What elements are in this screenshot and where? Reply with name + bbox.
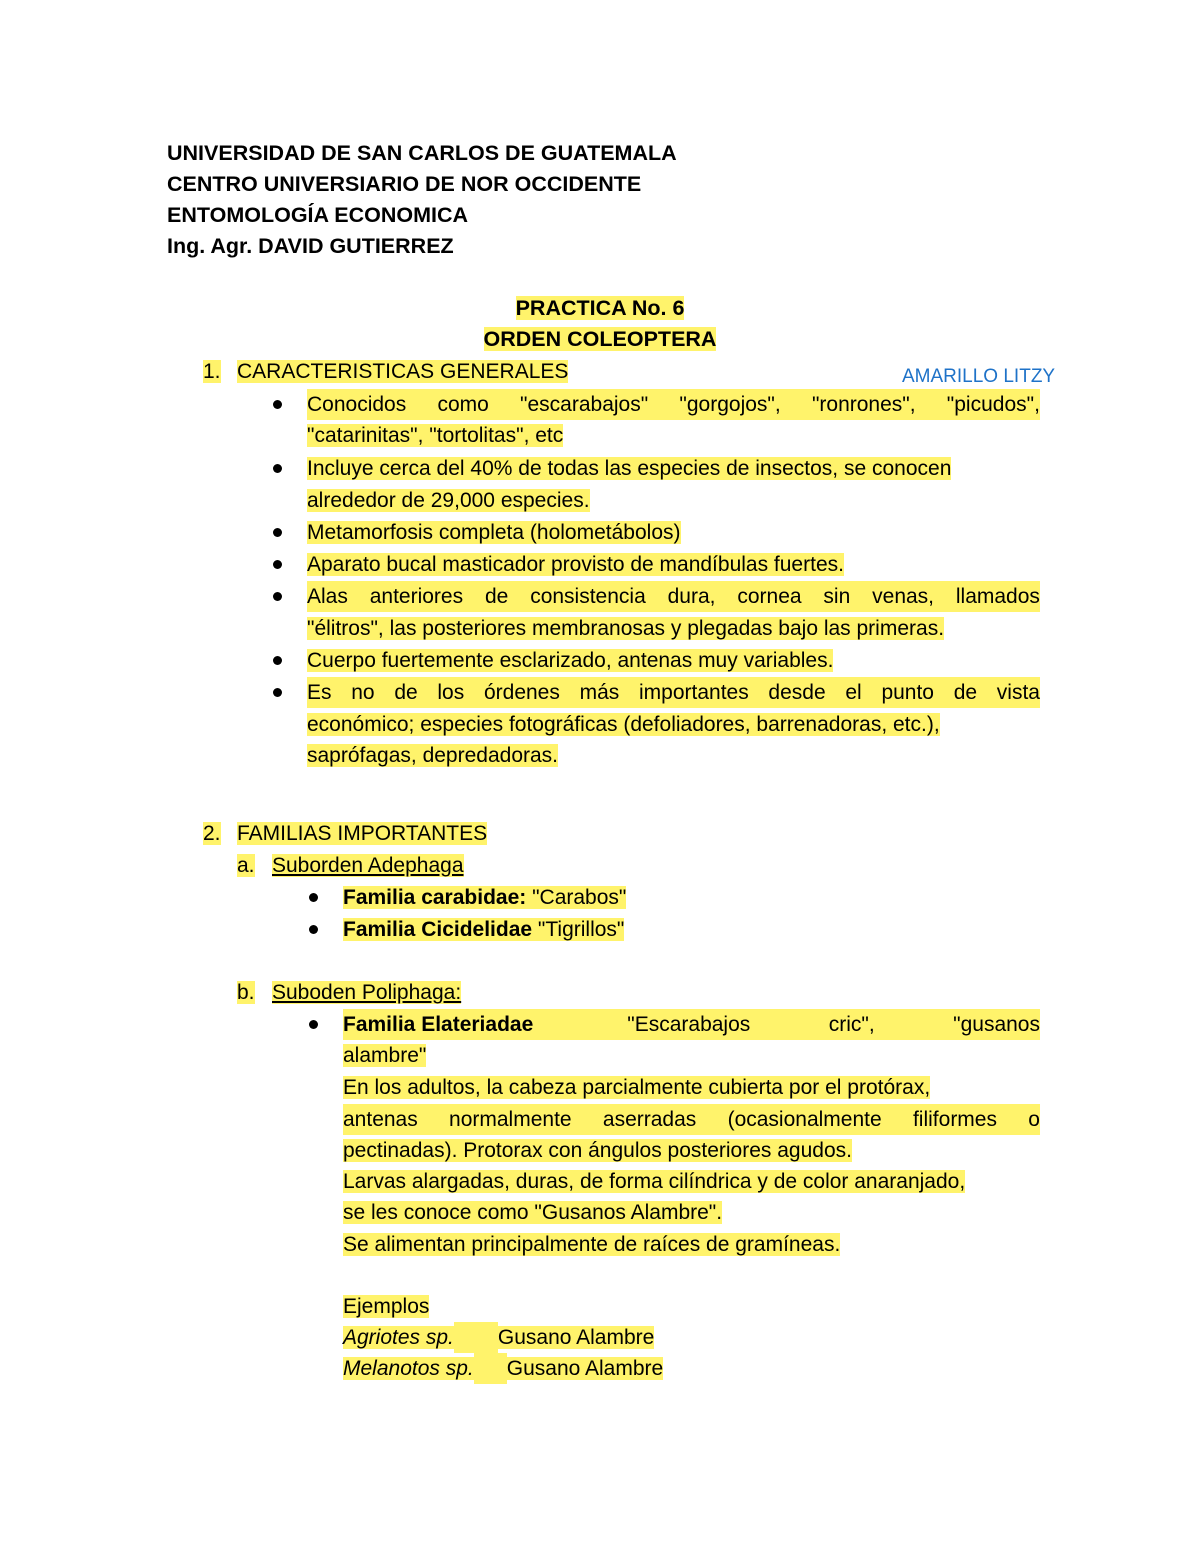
bullet-icon	[273, 656, 282, 665]
section1-number: 1.	[203, 360, 221, 383]
word: Conocidos	[307, 393, 407, 416]
section1-heading: CARACTERISTICAS GENERALES	[237, 360, 569, 383]
section2-heading: FAMILIAS IMPORTANTES	[237, 822, 488, 845]
bullet-icon	[273, 400, 282, 409]
center-name: CENTRO UNIVERSIARIO DE NOR OCCIDENTE	[167, 172, 642, 196]
s1-bullet2-line1: Incluye cerca del 40% de todas las especies de insectos, se conocen	[307, 457, 952, 480]
word: el	[845, 681, 862, 704]
bullet-icon	[273, 688, 282, 697]
word: "picudos",	[946, 393, 1040, 416]
word: "Escarabajos	[627, 1013, 751, 1036]
word: llamados	[955, 585, 1040, 608]
s1-bullet2-line2: alrededor de 29,000 especies.	[307, 489, 590, 512]
suborder-b-heading: Suboden Poliphaga:	[272, 981, 462, 1004]
example-melanotos: Melanotos sp. Gusano Alambre	[343, 1353, 663, 1384]
s1-bullet5-line1	[307, 581, 1040, 612]
word: "ronrones",	[811, 393, 916, 416]
family-carabidae: Familia carabidae: "Carabos"	[343, 886, 627, 909]
word: de	[484, 585, 509, 608]
suborder-b-letter: b.	[237, 981, 255, 1004]
university-name: UNIVERSIDAD DE SAN CARLOS DE GUATEMALA	[167, 141, 677, 165]
s1-bullet4: Aparato bucal masticador provisto de mandíbulas fuertes.	[307, 553, 844, 576]
elateriadae-larvae-line2: se les conoce como "Gusanos Alambre".	[343, 1201, 723, 1224]
family-elateriadae-line1: Familia Elateriadae "Escarabajos cric", "gusanos	[343, 1009, 1040, 1040]
s1-bullet6: Cuerpo fuertemente esclarizado, antenas muy variables.	[307, 649, 834, 672]
elateriadae-adults-line2	[343, 1104, 1040, 1135]
word: (ocasionalmente	[727, 1108, 882, 1131]
word: cornea	[737, 585, 802, 608]
section2-number: 2.	[203, 822, 221, 845]
word: sin	[823, 585, 851, 608]
word: vista	[996, 681, 1040, 704]
suborder-a-heading: Suborden Adephaga	[272, 854, 464, 877]
word: "gorgojos",	[679, 393, 781, 416]
suborder-a-letter: a.	[237, 854, 255, 877]
family-elateriadae-line2: alambre"	[343, 1044, 427, 1067]
word: venas,	[872, 585, 935, 608]
practice-title-row	[0, 293, 1200, 323]
word: antenas	[343, 1108, 418, 1131]
instructor-name: Ing. Agr. DAVID GUTIERREZ	[167, 234, 454, 258]
word: de	[394, 681, 418, 704]
word: importantes	[638, 681, 749, 704]
word: filiformes	[912, 1108, 997, 1131]
examples-label: Ejemplos	[343, 1295, 430, 1318]
order-title-row	[0, 324, 1200, 354]
s1-bullet7-line3: saprófagas, depredadoras.	[307, 744, 559, 767]
s1-bullet3: Metamorfosis completa (holometábolos)	[307, 521, 681, 544]
elateriadae-adults-line1: En los adultos, la cabeza parcialmente cubierta por el protórax,	[343, 1076, 931, 1099]
s1-bullet1-line2: "catarinitas", "tortolitas", etc	[307, 424, 564, 447]
student-annotation: AMARILLO LITZY	[902, 366, 1056, 387]
family-cicidelidae: Familia Cicidelidae "Tigrillos"	[343, 918, 625, 941]
word: anteriores	[369, 585, 464, 608]
bullet-icon	[309, 925, 318, 934]
word: Es	[307, 681, 332, 704]
word: no	[351, 681, 375, 704]
word: órdenes	[483, 681, 560, 704]
word: "gusanos	[953, 1013, 1040, 1036]
bullet-icon	[273, 592, 282, 601]
s1-bullet7-line1	[307, 677, 1040, 708]
bullet-icon	[273, 560, 282, 569]
word: desde	[768, 681, 826, 704]
s1-bullet1-line1	[307, 389, 1040, 420]
word: consistencia	[530, 585, 646, 608]
word: cric",	[828, 1013, 875, 1036]
word: de	[953, 681, 978, 704]
s1-bullet5-line2: "élitros", las posteriores membranosas y plegadas bajo las primeras.	[307, 617, 945, 640]
word: como	[437, 393, 489, 416]
order-title: ORDEN COLEOPTERA	[483, 327, 717, 351]
word: más	[579, 681, 620, 704]
elateriadae-larvae-line1: Larvas alargadas, duras, de forma cilíndrica y de color anaranjado,	[343, 1170, 966, 1193]
word: punto	[881, 681, 934, 704]
word: dura,	[667, 585, 716, 608]
word: Alas	[307, 585, 348, 608]
word: aserradas	[602, 1108, 697, 1131]
practice-title: PRACTICA No. 6	[515, 296, 685, 320]
bullet-icon	[273, 464, 282, 473]
course-name: ENTOMOLOGÍA ECONOMICA	[167, 203, 468, 227]
word: o	[1028, 1108, 1040, 1131]
word: normalmente	[449, 1108, 572, 1131]
bullet-icon	[309, 1020, 318, 1029]
example-agriotes: Agriotes sp. Gusano Alambre	[343, 1322, 654, 1353]
s1-bullet7-line2: económico; especies fotográficas (defoliadores, barrenadoras, etc.),	[307, 713, 940, 736]
word: "escarabajos"	[520, 393, 649, 416]
bullet-icon	[273, 528, 282, 537]
elateriadae-adults-line3: pectinadas). Protorax con ángulos posteriores agudos.	[343, 1139, 852, 1162]
elateriadae-feeding: Se alimentan principalmente de raíces de gramíneas.	[343, 1233, 841, 1256]
bullet-icon	[309, 893, 318, 902]
word: los	[437, 681, 465, 704]
